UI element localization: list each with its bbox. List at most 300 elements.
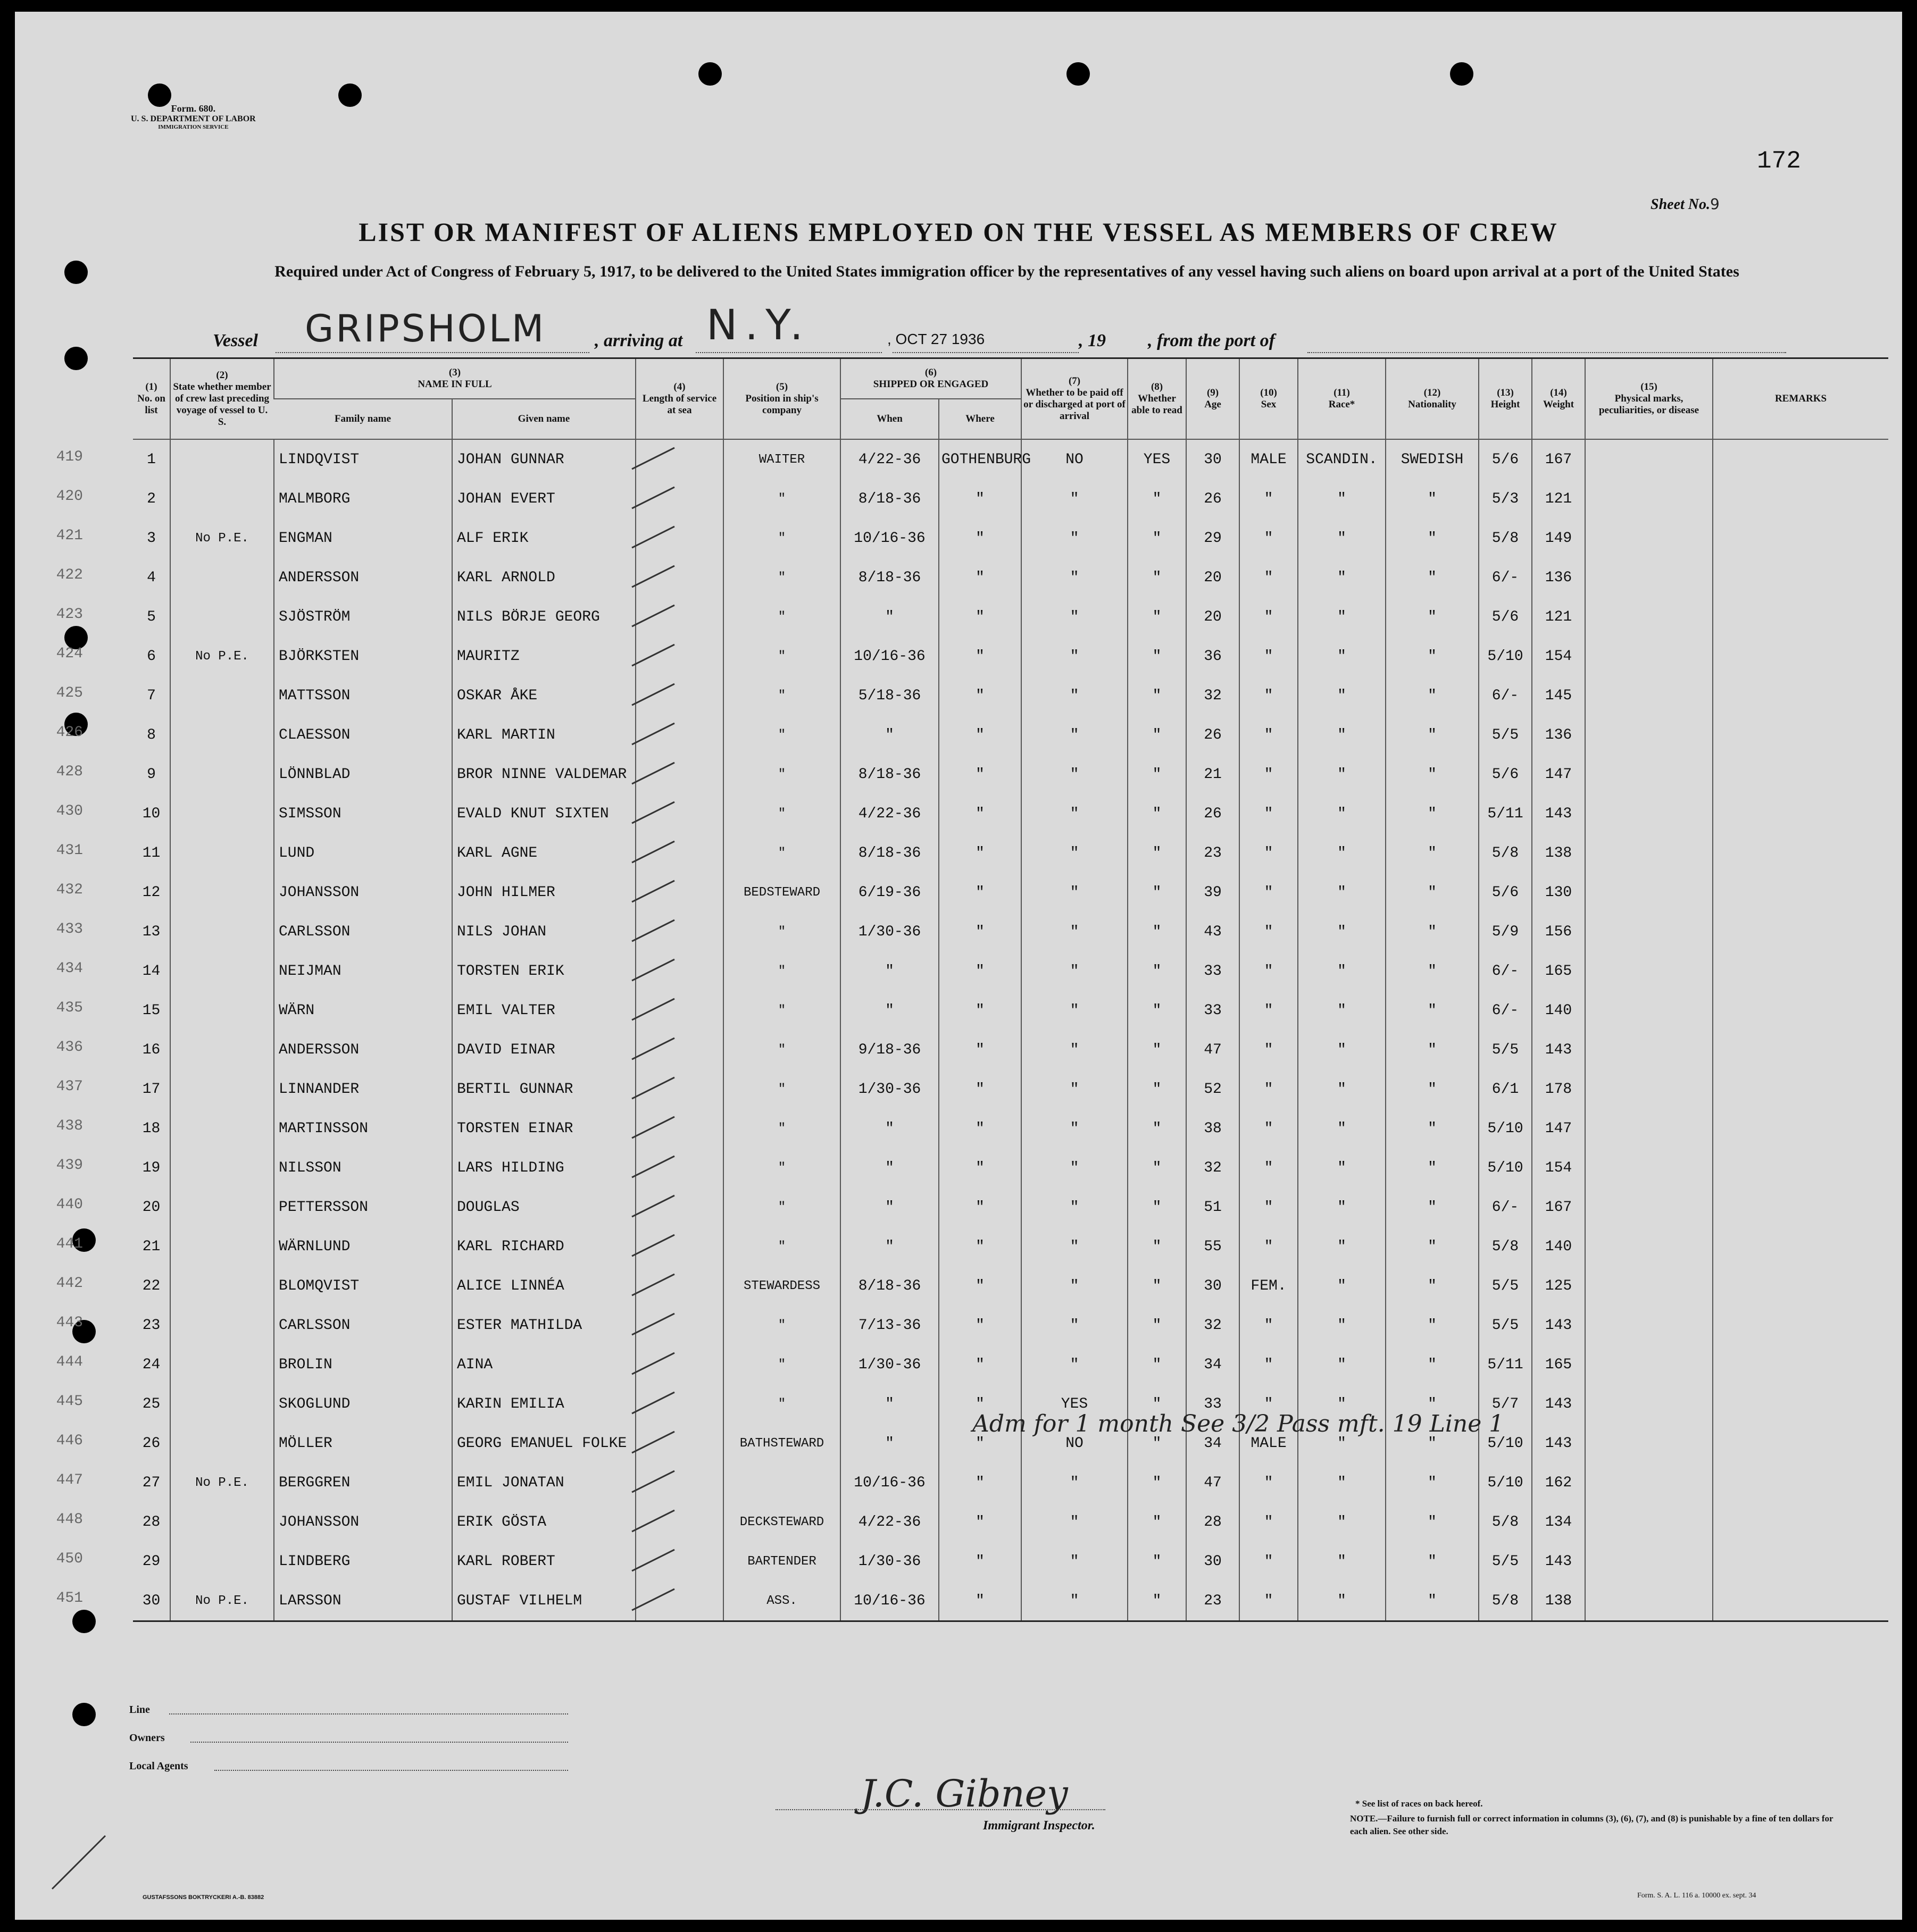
table-row — [133, 597, 1888, 637]
vessel-name: GRIPSHOLM — [305, 307, 546, 350]
shipped-when-cell: " — [840, 1227, 939, 1266]
shipped-where-cell: " — [939, 676, 1021, 715]
previous-voyage-cell — [170, 1306, 274, 1345]
weight-cell: 167 — [1532, 1187, 1585, 1227]
reference-number: 440 — [56, 1197, 83, 1213]
given-name-cell: GEORG EMANUEL FOLKE — [452, 1424, 636, 1463]
vessel-dotline — [276, 352, 589, 353]
sheet-number — [1651, 195, 1720, 213]
shipped-when-cell: " — [840, 1384, 939, 1424]
shipped-where-cell: " — [939, 1463, 1021, 1502]
list-number-cell: 1 — [147, 451, 156, 468]
given-name-cell: TORSTEN EINAR — [452, 1109, 636, 1148]
age-cell: 34 — [1186, 1424, 1239, 1463]
able-to-read-cell: " — [1128, 1345, 1186, 1384]
port-dotline — [1307, 352, 1786, 353]
family-name-cell: LINDQVIST — [274, 439, 452, 479]
age-cell: 33 — [1186, 951, 1239, 991]
list-number-cell: 28 — [142, 1513, 161, 1530]
previous-voyage-cell — [170, 1266, 274, 1306]
remarks-cell — [1713, 597, 1888, 637]
service-length-cell — [636, 558, 723, 597]
position-cell: " — [723, 951, 840, 991]
service-length-cell — [636, 873, 723, 912]
shipped-when-cell: 1/30-36 — [840, 1069, 939, 1109]
page-number: 172 — [1757, 147, 1801, 175]
race-cell: " — [1298, 715, 1386, 755]
physical-marks-cell — [1585, 1542, 1713, 1581]
table-row — [133, 1109, 1888, 1148]
weight-cell: 165 — [1532, 951, 1585, 991]
previous-voyage-cell — [170, 439, 274, 479]
table-row — [133, 1030, 1888, 1069]
signature-dotline — [776, 1809, 1105, 1810]
physical-marks-cell — [1585, 479, 1713, 518]
nationality-cell: " — [1386, 951, 1479, 991]
nationality-cell: " — [1386, 1148, 1479, 1187]
able-to-read-cell: " — [1128, 1542, 1186, 1581]
reference-number: 431 — [56, 842, 83, 859]
age-cell: 20 — [1186, 558, 1239, 597]
family-name-cell: LARSSON — [274, 1581, 452, 1621]
shipped-where-cell: " — [939, 518, 1021, 558]
shipped-where-cell: " — [939, 991, 1021, 1030]
shipped-when-cell: " — [840, 951, 939, 991]
previous-voyage-cell — [170, 1227, 274, 1266]
sex-cell: " — [1239, 597, 1298, 637]
position-cell: " — [723, 912, 840, 951]
able-to-read-cell: " — [1128, 1069, 1186, 1109]
reference-number: 430 — [56, 803, 83, 819]
race-cell: " — [1298, 1069, 1386, 1109]
service-length-cell — [636, 518, 723, 558]
shipped-where-cell: " — [939, 597, 1021, 637]
race-cell: " — [1298, 1581, 1386, 1621]
position-cell: " — [723, 991, 840, 1030]
col-header-family-name: Family name — [274, 399, 452, 439]
shipped-where-cell: " — [939, 912, 1021, 951]
sex-cell: " — [1239, 1069, 1298, 1109]
position-cell: " — [723, 1187, 840, 1227]
race-cell: " — [1298, 755, 1386, 794]
given-name-cell: LARS HILDING — [452, 1148, 636, 1187]
height-cell: 5/8 — [1479, 1227, 1532, 1266]
previous-voyage-cell — [170, 873, 274, 912]
sex-cell: " — [1239, 1030, 1298, 1069]
paid-off-cell: " — [1021, 1266, 1128, 1306]
previous-voyage-cell — [170, 1187, 274, 1227]
list-number-cell: 12 — [142, 884, 161, 901]
nationality-cell: " — [1386, 1187, 1479, 1227]
height-cell: 5/5 — [1479, 1542, 1532, 1581]
age-cell: 33 — [1186, 991, 1239, 1030]
nationality-cell: " — [1386, 912, 1479, 951]
height-cell: 5/10 — [1479, 1424, 1532, 1463]
sex-cell: " — [1239, 1148, 1298, 1187]
reference-number: 451 — [56, 1590, 83, 1607]
race-cell: " — [1298, 479, 1386, 518]
paid-off-cell: " — [1021, 597, 1128, 637]
able-to-read-cell: " — [1128, 991, 1186, 1030]
paid-off-cell: " — [1021, 1581, 1128, 1621]
form-header-block — [131, 103, 256, 131]
race-cell: " — [1298, 1148, 1386, 1187]
manifest-body — [133, 439, 1888, 1621]
list-number-cell: 5 — [147, 608, 156, 625]
physical-marks-cell — [1585, 951, 1713, 991]
weight-cell: 136 — [1532, 558, 1585, 597]
paid-off-cell: " — [1021, 1030, 1128, 1069]
table-row — [133, 873, 1888, 912]
paid-off-cell: " — [1021, 676, 1128, 715]
shipped-when-cell: 8/18-36 — [840, 755, 939, 794]
shipped-where-cell: " — [939, 1187, 1021, 1227]
col-header-where: Where — [939, 399, 1021, 439]
previous-voyage-cell — [170, 794, 274, 833]
sex-cell: " — [1239, 558, 1298, 597]
physical-marks-cell — [1585, 1463, 1713, 1502]
family-name-cell: MÖLLER — [274, 1424, 452, 1463]
shipped-when-cell: 8/18-36 — [840, 1266, 939, 1306]
height-cell: 5/6 — [1479, 439, 1532, 479]
list-number-cell: 11 — [142, 844, 161, 862]
list-number-cell: 8 — [147, 726, 156, 743]
age-cell: 26 — [1186, 479, 1239, 518]
sex-cell: " — [1239, 755, 1298, 794]
service-length-cell — [636, 1266, 723, 1306]
service-length-cell — [636, 637, 723, 676]
reference-number: 425 — [56, 685, 83, 701]
physical-marks-cell — [1585, 873, 1713, 912]
age-cell: 34 — [1186, 1345, 1239, 1384]
table-row — [133, 676, 1888, 715]
shipped-when-cell: " — [840, 1187, 939, 1227]
physical-marks-cell — [1585, 833, 1713, 873]
arrival-date: , OCT 27 1936 — [887, 331, 985, 347]
paid-off-cell: " — [1021, 1463, 1128, 1502]
age-cell: 30 — [1186, 1266, 1239, 1306]
service-length-cell — [636, 597, 723, 637]
able-to-read-cell: " — [1128, 1384, 1186, 1424]
family-name-cell: MALMBORG — [274, 479, 452, 518]
given-name-cell: NILS JOHAN — [452, 912, 636, 951]
physical-marks-cell — [1585, 558, 1713, 597]
race-cell: " — [1298, 637, 1386, 676]
able-to-read-cell: " — [1128, 715, 1186, 755]
table-row — [133, 1502, 1888, 1542]
previous-voyage-cell — [170, 833, 274, 873]
shipped-when-cell: " — [840, 715, 939, 755]
paid-off-cell: " — [1021, 1542, 1128, 1581]
given-name-cell: NILS BÖRJE GEORG — [452, 597, 636, 637]
shipped-where-cell: " — [939, 873, 1021, 912]
family-name-cell: ANDERSSON — [274, 558, 452, 597]
service-length-cell — [636, 833, 723, 873]
able-to-read-cell: " — [1128, 676, 1186, 715]
service-length-cell — [636, 1030, 723, 1069]
family-name-cell: LUND — [274, 833, 452, 873]
age-cell: 51 — [1186, 1187, 1239, 1227]
col-header-physical-marks: (15) Physical marks, peculiarities, or disease — [1585, 358, 1713, 440]
family-name-cell: LINDBERG — [274, 1542, 452, 1581]
position-cell: " — [723, 1345, 840, 1384]
service-length-cell — [636, 912, 723, 951]
col-header-position: (5) Position in ship's company — [723, 358, 840, 440]
punch-hole — [698, 62, 722, 86]
position-cell: " — [723, 558, 840, 597]
list-number-cell: 3 — [147, 530, 156, 547]
weight-cell: 178 — [1532, 1069, 1585, 1109]
service-length-cell — [636, 1187, 723, 1227]
physical-marks-cell — [1585, 1187, 1713, 1227]
position-cell: " — [723, 1030, 840, 1069]
agents-dotline — [214, 1770, 568, 1771]
col-header-name: (3) NAME IN FULL — [274, 358, 636, 399]
position-cell: " — [723, 1227, 840, 1266]
family-name-cell: BJÖRKSTEN — [274, 637, 452, 676]
remarks-cell — [1713, 1345, 1888, 1384]
remarks-cell — [1713, 1266, 1888, 1306]
list-number-cell: 18 — [142, 1120, 161, 1137]
nationality-cell: " — [1386, 676, 1479, 715]
weight-cell: 143 — [1532, 1306, 1585, 1345]
reference-number: 436 — [56, 1039, 83, 1056]
remarks-cell — [1713, 637, 1888, 676]
sex-cell: " — [1239, 1187, 1298, 1227]
weight-cell: 165 — [1532, 1345, 1585, 1384]
previous-voyage-cell — [170, 715, 274, 755]
able-to-read-cell: " — [1128, 1424, 1186, 1463]
height-cell: 6/1 — [1479, 1069, 1532, 1109]
family-name-cell: JOHANSSON — [274, 1502, 452, 1542]
remarks-cell — [1713, 1109, 1888, 1148]
inspector-signature: J.C. Gibney — [861, 1772, 1068, 1816]
shipped-when-cell: 4/22-36 — [840, 439, 939, 479]
able-to-read-cell: " — [1128, 1463, 1186, 1502]
weight-cell: 143 — [1532, 1424, 1585, 1463]
paid-off-cell: YES — [1021, 1384, 1128, 1424]
service-length-cell — [636, 1345, 723, 1384]
table-row — [133, 794, 1888, 833]
able-to-read-cell: YES — [1128, 439, 1186, 479]
height-cell: 5/5 — [1479, 1306, 1532, 1345]
able-to-read-cell: " — [1128, 1306, 1186, 1345]
shipped-where-cell: " — [939, 1227, 1021, 1266]
previous-voyage-cell — [170, 558, 274, 597]
reference-number: 432 — [56, 882, 83, 898]
family-name-cell: SIMSSON — [274, 794, 452, 833]
weight-cell: 145 — [1532, 676, 1585, 715]
previous-voyage-cell: No P.E. — [170, 637, 274, 676]
service-length-cell — [636, 715, 723, 755]
document-subtitle: Required under Act of Congress of February 5, 1917, to be delivered to the United States immigration officer by the representatives of any vessel having such aliens on board upon arrival at a port of the United States — [274, 263, 1739, 280]
remarks-cell — [1713, 991, 1888, 1030]
service-name: IMMIGRATION SERVICE — [158, 124, 229, 131]
race-cell: " — [1298, 676, 1386, 715]
list-number-cell: 23 — [142, 1317, 161, 1334]
col-header-shipped: (6) SHIPPED OR ENGAGED — [840, 358, 1021, 399]
physical-marks-cell — [1585, 439, 1713, 479]
nationality-cell: " — [1386, 1502, 1479, 1542]
previous-voyage-cell — [170, 1030, 274, 1069]
sheet-label: Sheet No. — [1651, 196, 1710, 213]
nationality-cell: " — [1386, 1109, 1479, 1148]
height-cell: 6/- — [1479, 1187, 1532, 1227]
shipped-where-cell: GOTHENBURG — [939, 439, 1021, 479]
col-header-given-name: Given name — [452, 399, 636, 439]
remarks-cell — [1713, 873, 1888, 912]
service-length-cell — [636, 1424, 723, 1463]
race-cell: " — [1298, 1345, 1386, 1384]
form-number: Form. 680. — [171, 103, 216, 114]
sex-cell: " — [1239, 1345, 1298, 1384]
shipped-where-cell: " — [939, 794, 1021, 833]
table-row — [133, 439, 1888, 479]
given-name-cell: TORSTEN ERIK — [452, 951, 636, 991]
family-name-cell: ENGMAN — [274, 518, 452, 558]
service-length-cell — [636, 479, 723, 518]
given-name-cell: MAURITZ — [452, 637, 636, 676]
nationality-cell: " — [1386, 1463, 1479, 1502]
able-to-read-cell: " — [1128, 518, 1186, 558]
nationality-cell: " — [1386, 1384, 1479, 1424]
age-cell: 28 — [1186, 1502, 1239, 1542]
shipped-when-cell: 10/16-36 — [840, 637, 939, 676]
weight-cell: 143 — [1532, 1542, 1585, 1581]
given-name-cell: BERTIL GUNNAR — [452, 1069, 636, 1109]
previous-voyage-cell — [170, 479, 274, 518]
nationality-cell: " — [1386, 991, 1479, 1030]
sex-cell: " — [1239, 676, 1298, 715]
reference-number: 439 — [56, 1157, 83, 1174]
shipped-when-cell: 10/16-36 — [840, 1581, 939, 1621]
shipped-where-cell: " — [939, 1306, 1021, 1345]
height-cell: 5/10 — [1479, 1148, 1532, 1187]
position-cell: " — [723, 1148, 840, 1187]
paid-off-cell: " — [1021, 794, 1128, 833]
remarks-cell — [1713, 1069, 1888, 1109]
sheet-value: 9 — [1710, 195, 1720, 213]
age-cell: 20 — [1186, 597, 1239, 637]
paid-off-cell: " — [1021, 1227, 1128, 1266]
list-number-cell: 6 — [147, 648, 156, 665]
position-cell: " — [723, 1384, 840, 1424]
physical-marks-cell — [1585, 676, 1713, 715]
service-length-cell — [636, 1384, 723, 1424]
date-dotline — [893, 352, 1079, 353]
shipped-where-cell: " — [939, 833, 1021, 873]
position-cell: " — [723, 637, 840, 676]
paid-off-cell: " — [1021, 912, 1128, 951]
handwritten-remark: Adm for 1 month See 3/2 Pass mft. 19 Line 1 — [972, 1410, 1504, 1437]
sex-cell: " — [1239, 518, 1298, 558]
physical-marks-cell — [1585, 715, 1713, 755]
reference-number: 434 — [56, 960, 83, 977]
race-cell: " — [1298, 597, 1386, 637]
remarks-cell — [1713, 951, 1888, 991]
position-cell: ASS. — [723, 1581, 840, 1621]
service-length-cell — [636, 1542, 723, 1581]
age-cell: 36 — [1186, 637, 1239, 676]
list-number-cell: 10 — [142, 805, 161, 822]
reference-number: 428 — [56, 764, 83, 780]
position-cell: WAITER — [723, 439, 840, 479]
reference-number: 438 — [56, 1118, 83, 1134]
owners-label: Owners — [129, 1732, 165, 1744]
family-name-cell: BLOMQVIST — [274, 1266, 452, 1306]
position-cell: " — [723, 597, 840, 637]
service-length-cell — [636, 755, 723, 794]
able-to-read-cell: " — [1128, 1187, 1186, 1227]
race-cell: " — [1298, 1227, 1386, 1266]
previous-voyage-cell — [170, 597, 274, 637]
weight-cell: 125 — [1532, 1266, 1585, 1306]
position-cell: DECKSTEWARD — [723, 1502, 840, 1542]
paid-off-cell: NO — [1021, 439, 1128, 479]
col-header-race: (11) Race* — [1298, 358, 1386, 440]
reference-number: 435 — [56, 1000, 83, 1016]
document-title: LIST OR MANIFEST OF ALIENS EMPLOYED ON THE VESSEL AS MEMBERS OF CREW — [359, 217, 1558, 247]
physical-marks-cell — [1585, 1227, 1713, 1266]
given-name-cell: JOHAN GUNNAR — [452, 439, 636, 479]
height-cell: 5/8 — [1479, 1581, 1532, 1621]
sex-cell: " — [1239, 1581, 1298, 1621]
list-number-cell: 14 — [142, 963, 161, 980]
sex-cell: " — [1239, 637, 1298, 676]
previous-voyage-cell — [170, 1502, 274, 1542]
physical-marks-cell — [1585, 637, 1713, 676]
table-row — [133, 1463, 1888, 1502]
punch-hole — [338, 83, 362, 107]
race-cell: " — [1298, 833, 1386, 873]
header-row — [133, 358, 1888, 399]
height-cell: 5/5 — [1479, 1030, 1532, 1069]
weight-cell: 143 — [1532, 794, 1585, 833]
weight-cell: 134 — [1532, 1502, 1585, 1542]
remarks-cell — [1713, 439, 1888, 479]
given-name-cell: EMIL JONATAN — [452, 1463, 636, 1502]
able-to-read-cell: " — [1128, 833, 1186, 873]
remarks-cell — [1713, 1542, 1888, 1581]
position-cell: " — [723, 1069, 840, 1109]
given-name-cell: ERIK GÖSTA — [452, 1502, 636, 1542]
reference-number: 437 — [56, 1078, 83, 1095]
height-cell: 5/11 — [1479, 1345, 1532, 1384]
table-row — [133, 1306, 1888, 1345]
table-row — [133, 518, 1888, 558]
race-cell: " — [1298, 794, 1386, 833]
shipped-when-cell: 1/30-36 — [840, 912, 939, 951]
punch-hole — [72, 1703, 96, 1726]
list-number-cell: 25 — [142, 1395, 161, 1412]
family-name-cell: CARLSSON — [274, 1306, 452, 1345]
table-row — [133, 715, 1888, 755]
race-cell: " — [1298, 1424, 1386, 1463]
family-name-cell: SKOGLUND — [274, 1384, 452, 1424]
height-cell: 6/- — [1479, 558, 1532, 597]
given-name-cell: ESTER MATHILDA — [452, 1306, 636, 1345]
shipped-when-cell: 8/18-36 — [840, 833, 939, 873]
given-name-cell: OSKAR ÅKE — [452, 676, 636, 715]
height-cell: 5/10 — [1479, 637, 1532, 676]
shipped-where-cell: " — [939, 1502, 1021, 1542]
remarks-cell — [1713, 1306, 1888, 1345]
list-number-cell: 15 — [142, 1002, 161, 1019]
remarks-cell — [1713, 1424, 1888, 1463]
col-header-no: (1) No. on list — [133, 358, 170, 440]
given-name-cell: JOHAN EVERT — [452, 479, 636, 518]
list-number-cell: 2 — [147, 490, 156, 507]
